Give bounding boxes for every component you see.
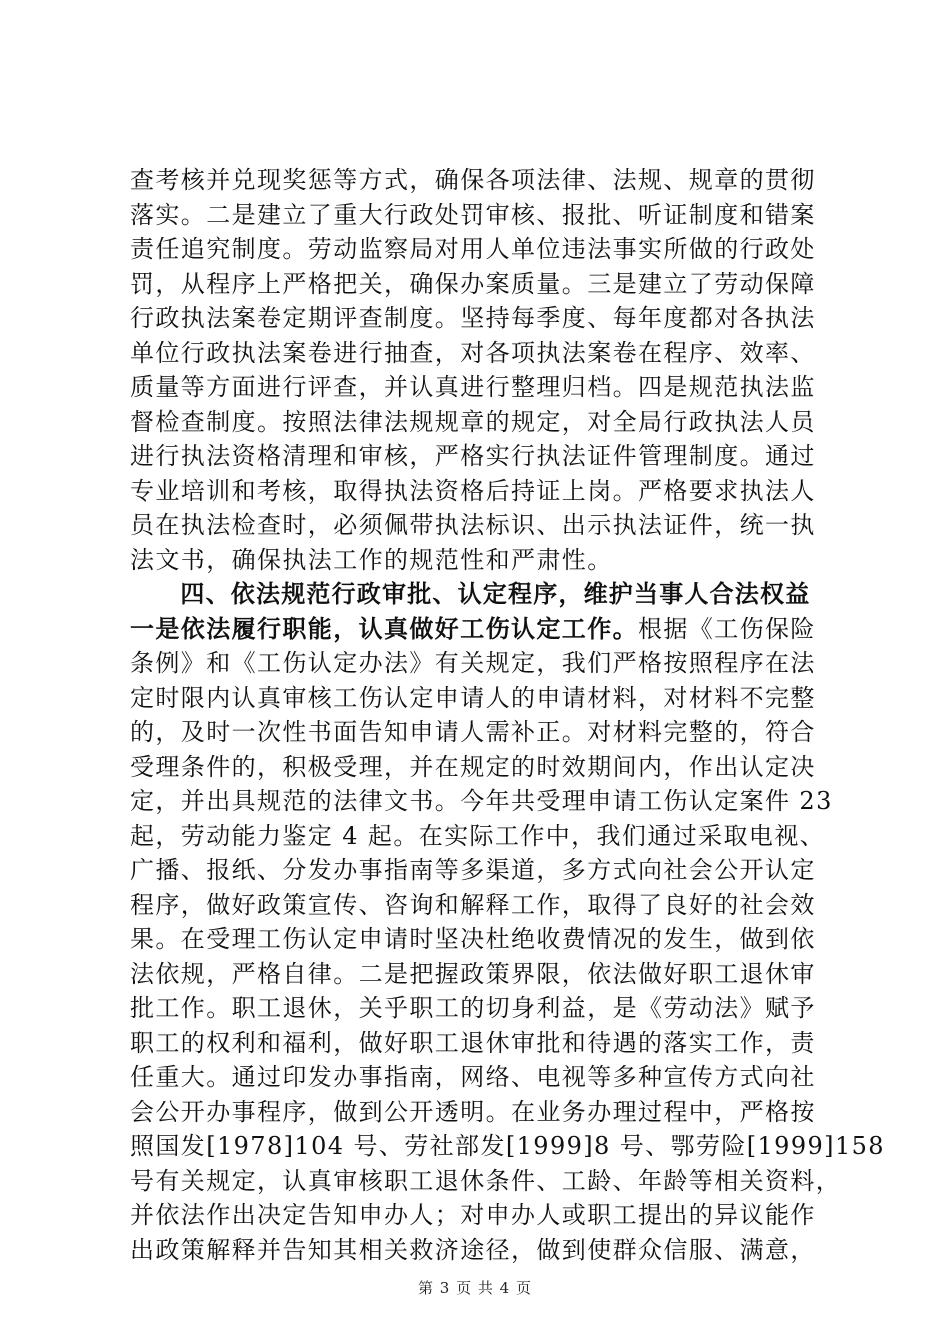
text-line: 并依法作出决定告知申办人；对申办人或职工提出的异议能作: [130, 1201, 816, 1229]
text-line: 会公开办事程序，做到公开透明。在业务办理过程中，严格按: [130, 1097, 816, 1126]
text-line: 条例》和《工伤认定办法》有关规定，我们严格按照程序在法: [130, 649, 816, 677]
text-line: 受理条件的，积极受理，并在规定的时效期间内，作出认定决: [130, 752, 816, 781]
text-line: 照国发[1978]104 号、劳社部发[1999]8 号、鄂劳险[1999]158: [130, 1132, 885, 1160]
text-line: 法文书，确保执法工作的规范性和严肃性。: [130, 545, 613, 574]
text-line: 程序，做好政策宣传、咨询和解释工作，取得了良好的社会效: [130, 890, 816, 919]
text-line: 号有关规定，认真审核职工退休条件、工龄、年龄等相关资料，: [130, 1166, 842, 1195]
subheading-bold: 一是依法履行职能，认真做好工伤认定工作。: [130, 613, 638, 643]
text-line: 职工的权利和福利，做好职工退休审批和待遇的落实工作，责: [130, 1028, 816, 1057]
text-line: 法依规，严格自律。二是把握政策界限，依法做好职工退休审: [130, 959, 816, 988]
page-footer: 第 3 页 共 4 页: [418, 1279, 532, 1297]
text-line: 员在执法检查时，必须佩带执法标识、出示执法证件，统一执: [130, 511, 816, 539]
text-line: 任重大。通过印发办事指南，网络、电视等多种宣传方式向社: [130, 1063, 816, 1091]
text-line: 定，并出具规范的法律文书。今年共受理申请工伤认定案件 23: [130, 787, 833, 815]
text-line: 的，及时一次性书面告知申请人需补正。对材料完整的，符合: [130, 718, 816, 746]
document-body: [130, 163, 885, 1267]
subheading-line: [130, 612, 830, 647]
text-line: 质量等方面进行评查，并认真进行整理归档。四是规范执法监: [130, 373, 816, 401]
text-line: 罚，从程序上严格把关，确保办案质量。三是建立了劳动保障: [130, 269, 816, 298]
text-line: 广播、报纸、分发办事指南等多渠道，多方式向社会公开认定: [130, 856, 816, 884]
section-heading: 四、依法规范行政审批、认定程序，维护当事人合法权益: [130, 579, 811, 608]
text-line: 单位行政执法案卷进行抽查，对各项执法案卷在程序、效率、: [130, 338, 816, 367]
text-line: 定时限内认真审核工伤认定申请人的申请材料，对材料不完整: [130, 683, 816, 712]
text-line: 出政策解释并告知其相关救济途径，做到使群众信服、满意，: [130, 1235, 816, 1264]
text-line: 行政执法案卷定期评查制度。坚持每季度、每年度都对各执法: [130, 304, 816, 332]
subheading-rest: 根据《工伤保险: [638, 614, 816, 643]
text-line: 责任追究制度。劳动监察局对用人单位违法事实所做的行政处: [130, 235, 816, 263]
text-line: 批工作。职工退休，关乎职工的切身利益，是《劳动法》赋予: [130, 994, 816, 1022]
text-line: 落实。二是建立了重大行政处罚审核、报批、听证制度和错案: [130, 200, 816, 229]
text-line: 起，劳动能力鉴定 4 起。在实际工作中，我们通过采取电视、: [130, 821, 826, 850]
text-line: 进行执法资格清理和审核，严格实行执法证件管理制度。通过: [130, 442, 816, 470]
text-line: 专业培训和考核，取得执法资格后持证上岗。严格要求执法人: [130, 476, 816, 505]
text-line: 查考核并兑现奖惩等方式，确保各项法律、法规、规章的贯彻: [130, 166, 816, 194]
text-line: 果。在受理工伤认定申请时坚决杜绝收费情况的发生，做到依: [130, 925, 816, 953]
text-line: 督检查制度。按照法律法规规章的规定，对全局行政执法人员: [130, 407, 816, 436]
